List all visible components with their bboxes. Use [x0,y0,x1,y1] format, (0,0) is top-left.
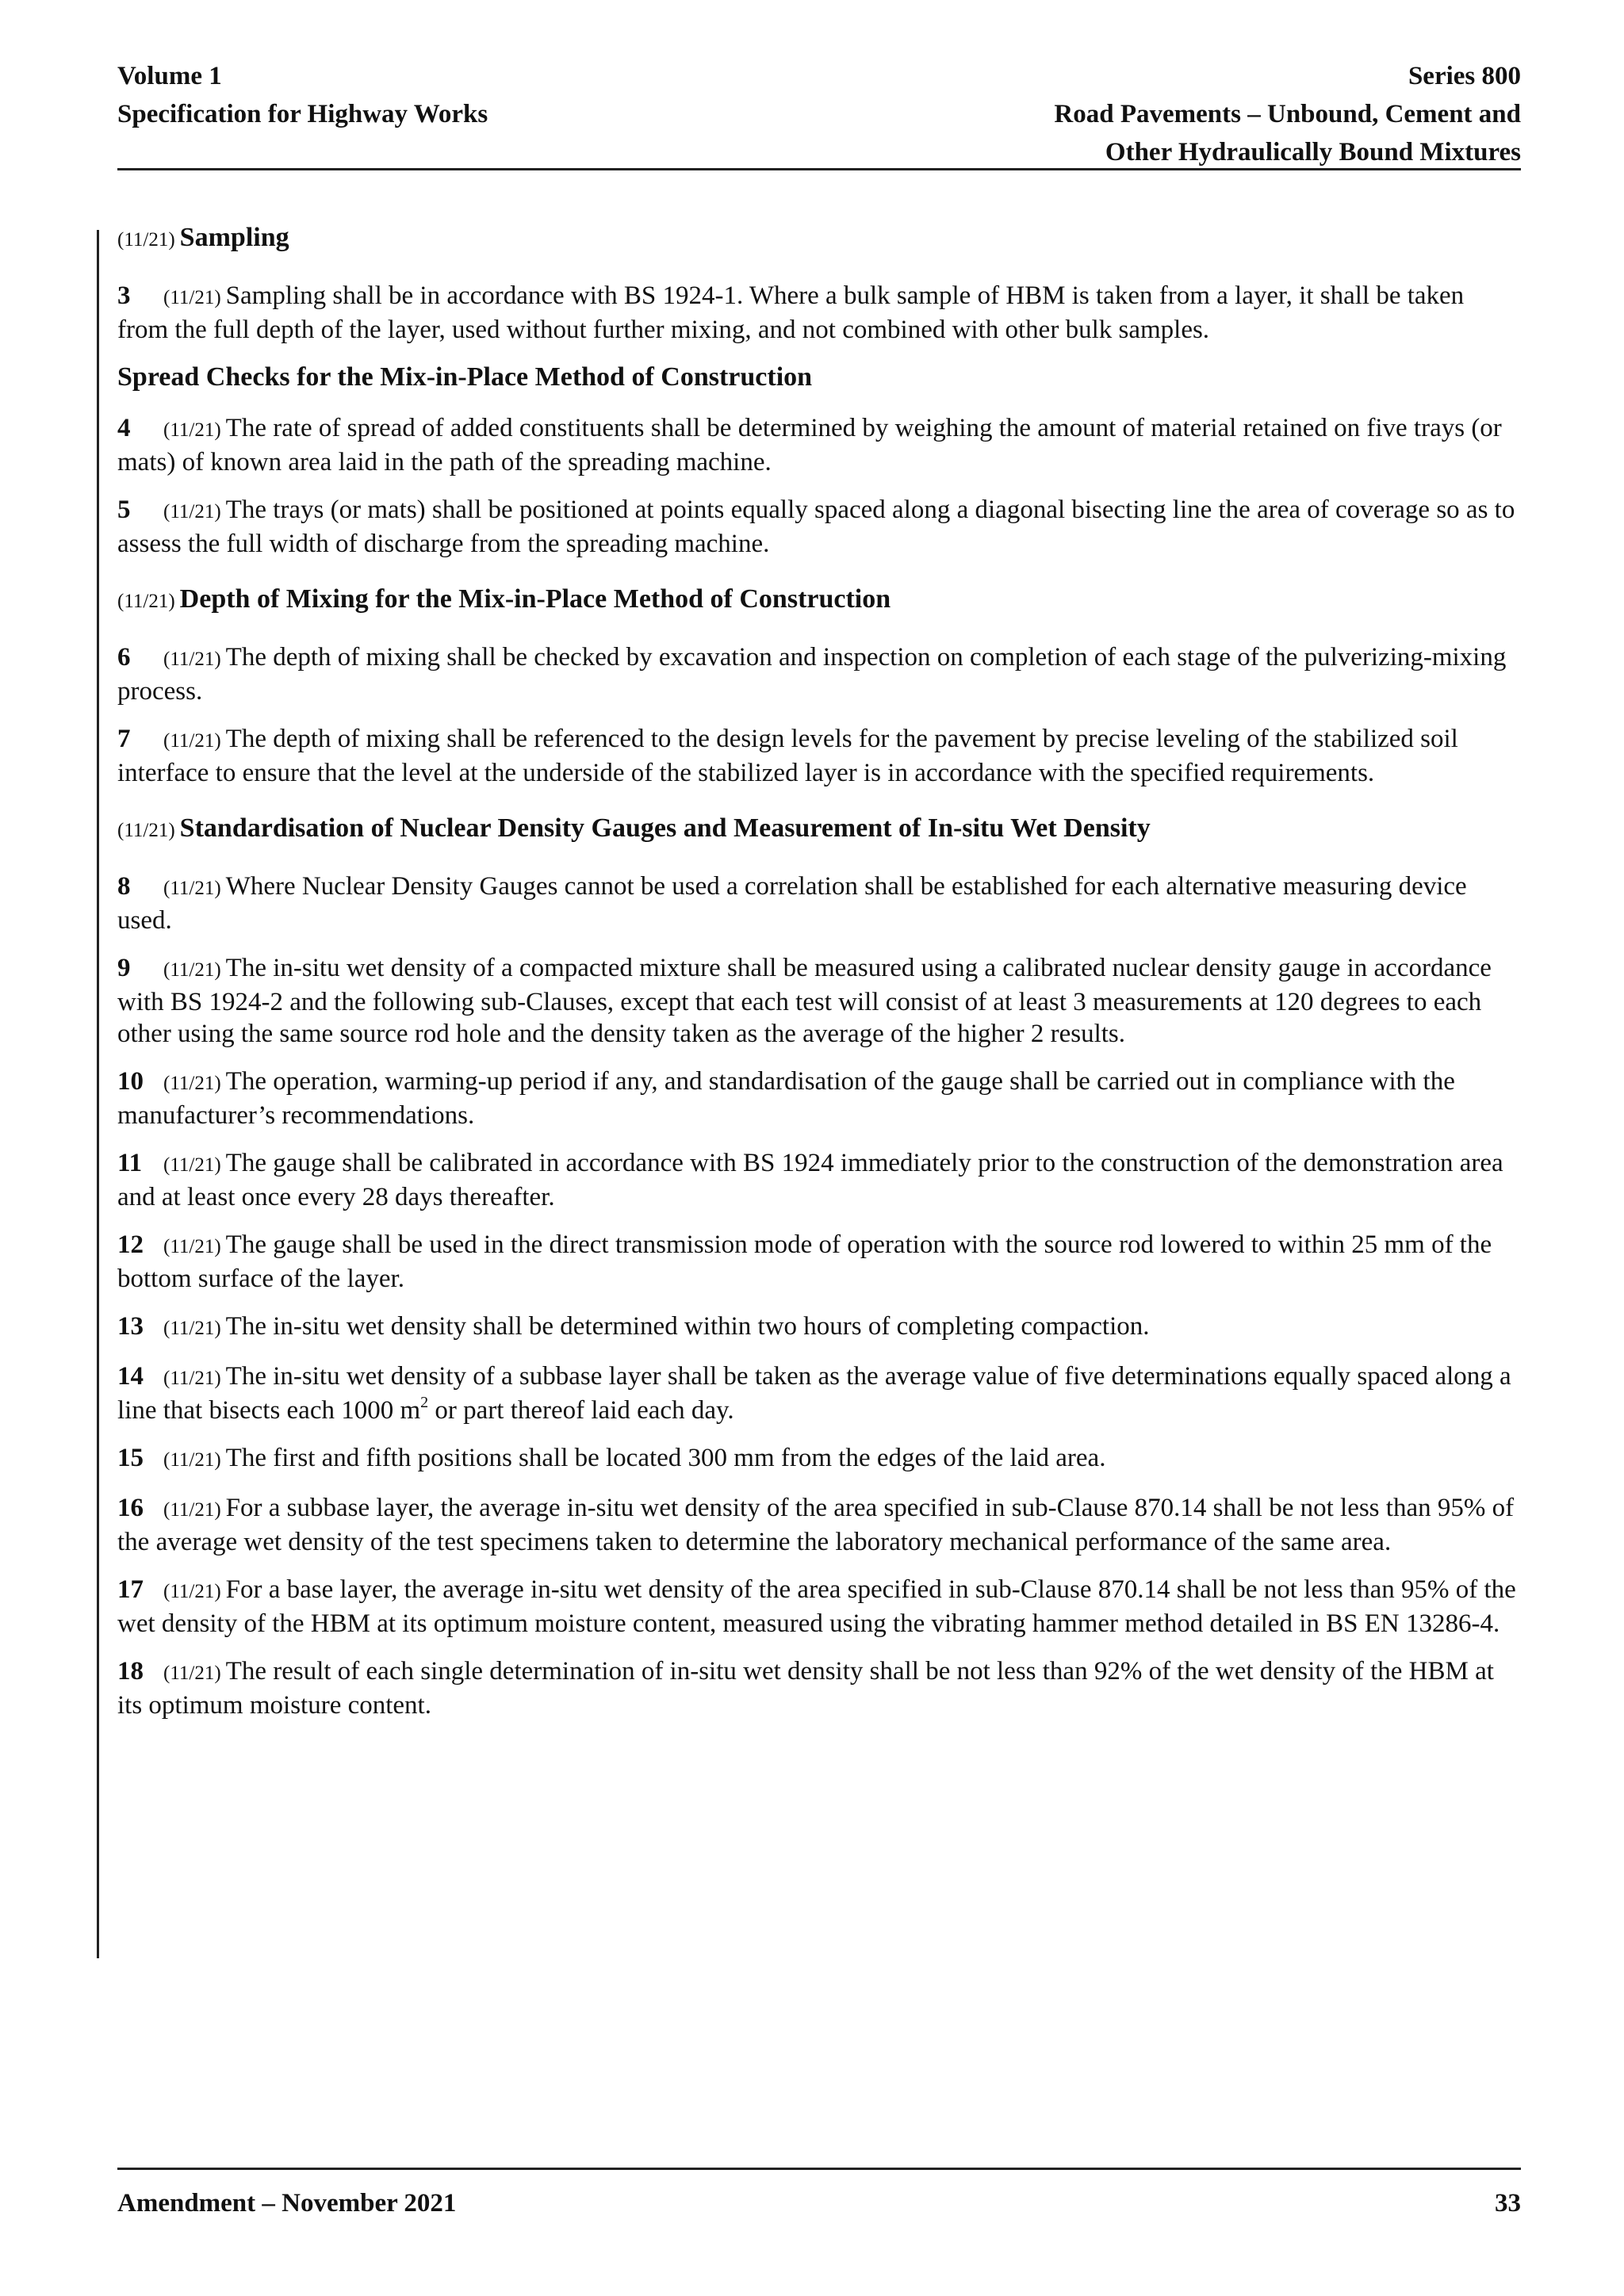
amendment-tag: (11/21) [163,501,221,522]
paragraph-18 [117,1655,1521,1721]
heading-text: Spread Checks for the Mix-in-Place Method of Construction [117,362,813,392]
paragraph-11 [117,1147,1521,1213]
paragraph-number: 9 [117,954,131,982]
paragraph-number: 8 [117,872,131,901]
paragraph-number: 7 [117,725,131,753]
paragraph-text-continued: or part thereof laid each day. [428,1396,734,1425]
paragraph-number: 18 [117,1657,144,1686]
heading-text: Sampling [179,223,289,252]
document-body [117,222,1521,1737]
paragraph-number: 14 [117,1362,144,1391]
paragraph-text: The gauge shall be used in the direct transmission mode of operation with the source rod lowered to within 25 mm of the bottom surface of the layer. [117,1230,1492,1293]
paragraph-5 [117,494,1521,560]
amendment-tag: (11/21) [117,229,175,251]
paragraph-text: The gauge shall be calibrated in accordance with BS 1924 immediately prior to the construction of the demonstration area and at least once every 28 days thereafter. [117,1149,1503,1211]
amendment-tag: (11/21) [163,878,221,899]
heading-nuclear-density [117,813,1521,847]
amendment-tag: (11/21) [163,1663,221,1684]
paragraph-14 [117,1360,1521,1426]
spec-title: Specification for Highway Works [117,100,488,128]
header-right [1054,57,1521,171]
paragraph-10 [117,1066,1521,1131]
series-label: Series 800 [1408,62,1521,90]
paragraph-13 [117,1311,1521,1345]
amendment-date: Amendment – November 2021 [117,2189,457,2218]
amendment-tag: (11/21) [163,287,221,308]
paragraph-number: 3 [117,281,131,310]
superscript: 2 [420,1394,429,1411]
paragraph-number: 16 [117,1494,144,1522]
amendment-tag: (11/21) [163,649,221,670]
paragraph-7 [117,723,1521,789]
paragraph-number: 10 [117,1067,144,1096]
amendment-tag: (11/21) [117,591,175,612]
paragraph-number: 6 [117,643,131,672]
paragraph-text: The rate of spread of added constituents shall be determined by weighing the amount of material retained on five trays (or mats) of known area laid in the path of the spreading machine. [117,414,1502,476]
heading-sampling [117,222,1521,256]
paragraph-number: 5 [117,496,131,524]
amendment-tag: (11/21) [163,730,221,752]
amendment-tag: (11/21) [163,1368,221,1389]
paragraph-6 [117,641,1521,707]
series-title-line-2: Other Hydraulically Bound Mixtures [1105,138,1521,166]
page-footer [117,2168,1521,2218]
amendment-tag: (11/21) [163,419,221,441]
paragraph-number: 4 [117,414,131,442]
paragraph-text: The result of each single determination of in-situ wet density shall be not less than 92% of the wet density of the HBM at its optimum moisture content. [117,1657,1494,1720]
paragraph-16 [117,1492,1521,1558]
amendment-tag: (11/21) [163,1449,221,1471]
amendment-change-bar [97,230,99,1958]
paragraph-number: 11 [117,1149,143,1177]
volume-label: Volume 1 [117,62,222,90]
paragraph-8 [117,871,1521,936]
amendment-tag: (11/21) [163,1154,221,1176]
paragraph-text: The depth of mixing shall be checked by excavation and inspection on completion of each stage of the pulverizing-mixing process. [117,643,1507,706]
amendment-tag: (11/21) [117,820,175,841]
paragraph-text: Where Nuclear Density Gauges cannot be used a correlation shall be established for each alternative measuring device used. [117,872,1467,935]
paragraph-text: The first and fifth positions shall be located 300 mm from the edges of the laid area. [225,1444,1106,1472]
paragraph-text: For a subbase layer, the average in-situ wet density of the area specified in sub-Clause 870.14 shall be not less than 95% of the average wet density of the test specimens taken to determine the laboratory mechanical performance of the same area. [117,1494,1515,1556]
paragraph-text: The in-situ wet density shall be determined within two hours of completing compaction. [225,1312,1150,1341]
paragraph-text: For a base layer, the average in-situ wet density of the area specified in sub-Clause 870.14 shall be not less than 95% of the wet density of the HBM at its optimum moisture content, measured using the vibrating hammer method detailed in BS EN 13286-4. [117,1575,1516,1638]
heading-text: Standardisation of Nuclear Density Gauges and Measurement of In-situ Wet Density [179,813,1151,843]
paragraph-number: 12 [117,1230,144,1259]
amendment-tag: (11/21) [163,1318,221,1339]
paragraph-text: The in-situ wet density of a compacted mixture shall be measured using a calibrated nuclear density gauge in accordance with BS 1924-2 and the following sub-Clauses, except that each test will consist of at least 3 measurements at 120 degrees to each other using the same source rod hole and the density taken as the average of the higher 2 results. [117,954,1492,1048]
heading-text: Depth of Mixing for the Mix-in-Place Method of Construction [179,584,891,614]
amendment-tag: (11/21) [163,1236,221,1257]
header-left [117,57,488,133]
paragraph-9 [117,952,1521,1050]
paragraph-text: Sampling shall be in accordance with BS 1924-1. Where a bulk sample of HBM is taken from a layer, it shall be taken from the full depth of the layer, used without further mixing, and not combined with other bulk samples. [117,281,1465,344]
paragraph-number: 15 [117,1444,144,1472]
heading-spread-checks [117,362,1521,393]
heading-depth-of-mixing [117,584,1521,618]
paragraph-text: The depth of mixing shall be referenced to the design levels for the pavement by precise leveling of the stabilized soil interface to ensure that the level at the underside of the stabilized layer is in accordance with the specified requirements. [117,725,1458,787]
paragraph-15 [117,1442,1521,1476]
paragraph-4 [117,412,1521,478]
amendment-tag: (11/21) [163,959,221,981]
paragraph-text: The trays (or mats) shall be positioned at points equally spaced along a diagonal bisecting line the area of coverage so as to assess the full width of discharge from the spreading machine. [117,496,1515,558]
page-number: 33 [1495,2189,1521,2218]
amendment-tag: (11/21) [163,1581,221,1602]
paragraph-17 [117,1574,1521,1640]
amendment-tag: (11/21) [163,1499,221,1521]
paragraph-number: 17 [117,1575,144,1604]
paragraph-text: The operation, warming-up period if any, and standardisation of the gauge shall be carried out in compliance with the manufacturer’s recommendations. [117,1067,1455,1130]
paragraph-3 [117,280,1521,346]
page-header [117,57,1521,170]
series-title-line-1: Road Pavements – Unbound, Cement and [1054,100,1521,128]
paragraph-number: 13 [117,1312,144,1341]
paragraph-12 [117,1229,1521,1295]
paragraph-text: The in-situ wet density of a subbase layer shall be taken as the average value of five determinations equally spaced along a line that bisects each 1000 m [117,1362,1511,1425]
amendment-tag: (11/21) [163,1073,221,1094]
